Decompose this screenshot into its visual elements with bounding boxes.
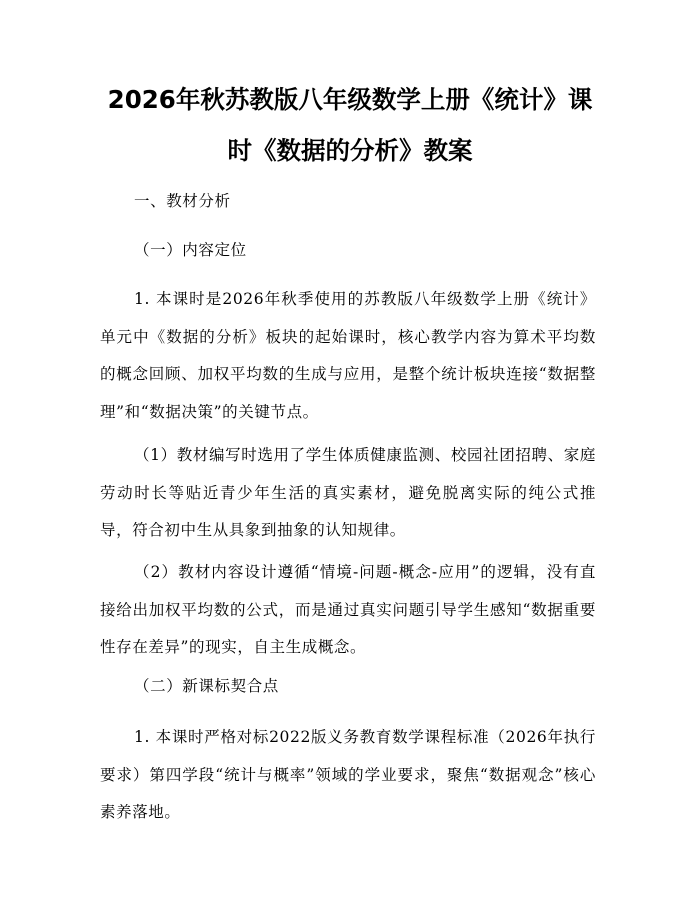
subsection-heading-content-positioning: （一）内容定位 [134,241,247,259]
document-title-line-1: 2026年秋苏教版八年级数学上册《统计》课 [107,85,593,114]
paragraph-lesson-overview: 1. 本课时是2026年秋季使用的苏教版八年级数学上册《统计》单元中《数据的分析》板块的起始课时，核心教学内容为算术平均数的概念回顾、加权平均数的生成与应用，是整个统计板块连接“数据整理”和“数据决策”的关键节点。 [100,290,596,421]
subsection-heading-curriculum-alignment: （二）新课标契合点 [134,677,279,695]
paragraph-curriculum-standard: 1. 本课时严格对标2022版义务教育数学课程标准（2026年执行要求）第四学段“统计与概率”领域的学业要求，聚焦“数据观念”核心素养落地。 [100,728,596,821]
section-heading-textbook-analysis: 一、教材分析 [134,192,231,210]
paragraph-content-design: （2）教材内容设计遵循“情境-问题-概念-应用”的逻辑，没有直接给出加权平均数的公式，而是通过真实问题引导学生感知“数据重要性存在差异”的现实，自主生成概念。 [100,563,596,656]
document-title-line-2: 时《数据的分析》教案 [227,136,473,165]
paragraph-textbook-materials: （1）教材编写时选用了学生体质健康监测、校园社团招聘、家庭劳动时长等贴近青少年生活的真实素材，避免脱离实际的纯公式推导，符合初中生从具象到抽象的认知规律。 [100,446,596,539]
